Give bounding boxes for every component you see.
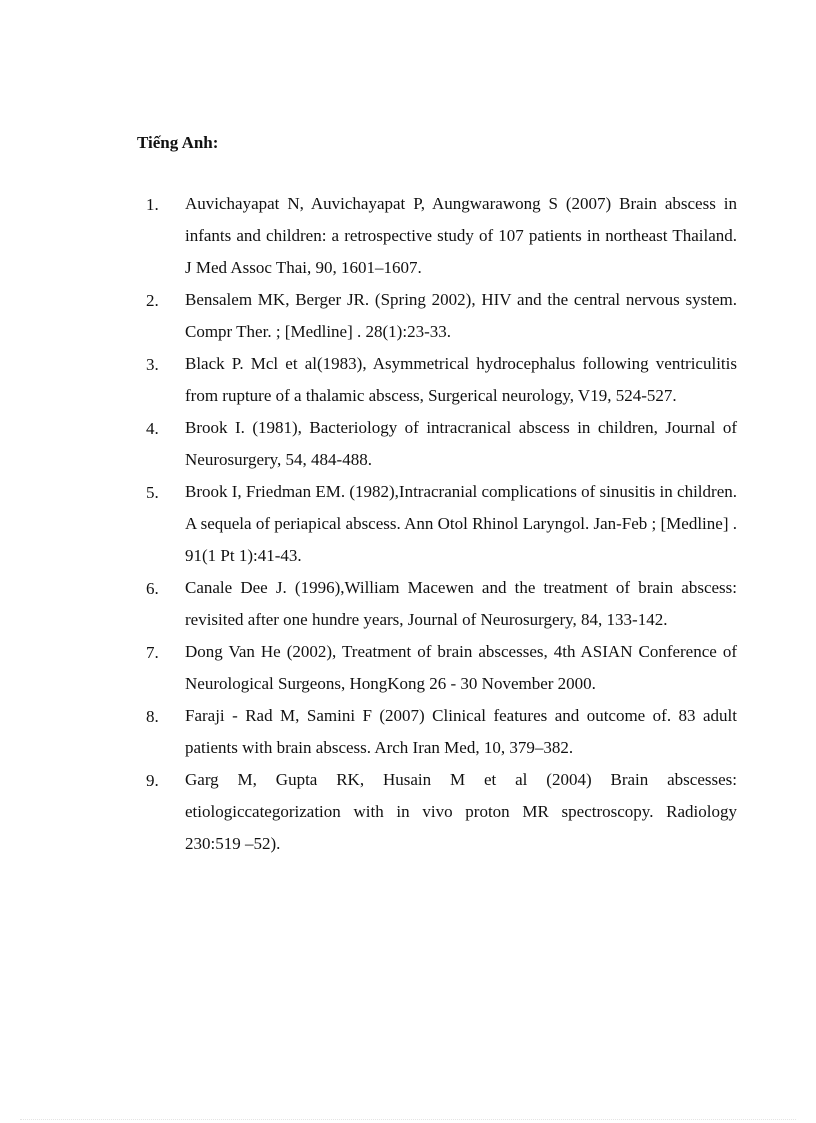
reference-item [0, 700, 816, 764]
reference-text: Bensalem MK, Berger JR. (Spring 2002), HIV and the central nervous system. Compr Ther. ; [Medline] . 28(1):23-33. [185, 290, 737, 341]
reference-number: 4. [146, 419, 159, 438]
reference-number: 2. [146, 291, 159, 310]
reference-number: 6. [146, 579, 159, 598]
reference-number: 5. [146, 483, 159, 502]
section-heading: Tiếng Anh: [137, 133, 219, 152]
reference-text: Auvichayapat N, Auvichayapat P, Aungwarawong S (2007) Brain abscess in infants and children: a retrospective study of 107 patients in northeast Thailand. J Med Assoc Thai, 90, 1601–1607. [185, 194, 737, 277]
reference-number: 9. [146, 771, 159, 790]
reference-item [0, 348, 816, 412]
reference-text: Dong Van He (2002), Treatment of brain abscesses, 4th ASIAN Conference of Neurological Surgeons, HongKong 26 - 30 November 2000. [185, 642, 737, 693]
reference-item [0, 764, 816, 860]
reference-item [0, 284, 816, 348]
page-bottom-border [20, 1119, 796, 1120]
reference-text: Faraji - Rad M, Samini F (2007) Clinical features and outcome of. 83 adult patients with brain abscess. Arch Iran Med, 10, 379–382. [185, 706, 737, 757]
reference-text: Black P. Mcl et al(1983), Asymmetrical hydrocephalus following ventriculitis from rupture of a thalamic abscess, Surgerical neurology, V19, 524-527. [185, 354, 737, 405]
reference-text: Garg M, Gupta RK, Husain M et al (2004) Brain abscesses: etiologiccategorization with in vivo proton MR spectroscopy. Radiology 230:519 –52). [185, 770, 737, 853]
reference-number: 7. [146, 643, 159, 662]
reference-item [0, 636, 816, 700]
reference-number: 8. [146, 707, 159, 726]
reference-item [0, 476, 816, 572]
reference-text: Canale Dee J. (1996),William Macewen and the treatment of brain abscess: revisited after one hundre years, Journal of Neurosurgery, 84, 133-142. [185, 578, 737, 629]
reference-number: 1. [146, 195, 159, 214]
reference-number: 3. [146, 355, 159, 374]
reference-text: Brook I, Friedman EM. (1982),Intracranial complications of sinusitis in children. A sequela of periapical abscess. Ann Otol Rhinol Laryngol. Jan-Feb ; [Medline] . 91(1 Pt 1):41-43. [185, 482, 737, 565]
reference-item [0, 412, 816, 476]
reference-item [0, 188, 816, 284]
reference-item [0, 572, 816, 636]
reference-text: Brook I. (1981), Bacteriology of intracranical abscess in children, Journal of Neurosurgery, 54, 484-488. [185, 418, 737, 469]
reference-list [0, 188, 816, 860]
